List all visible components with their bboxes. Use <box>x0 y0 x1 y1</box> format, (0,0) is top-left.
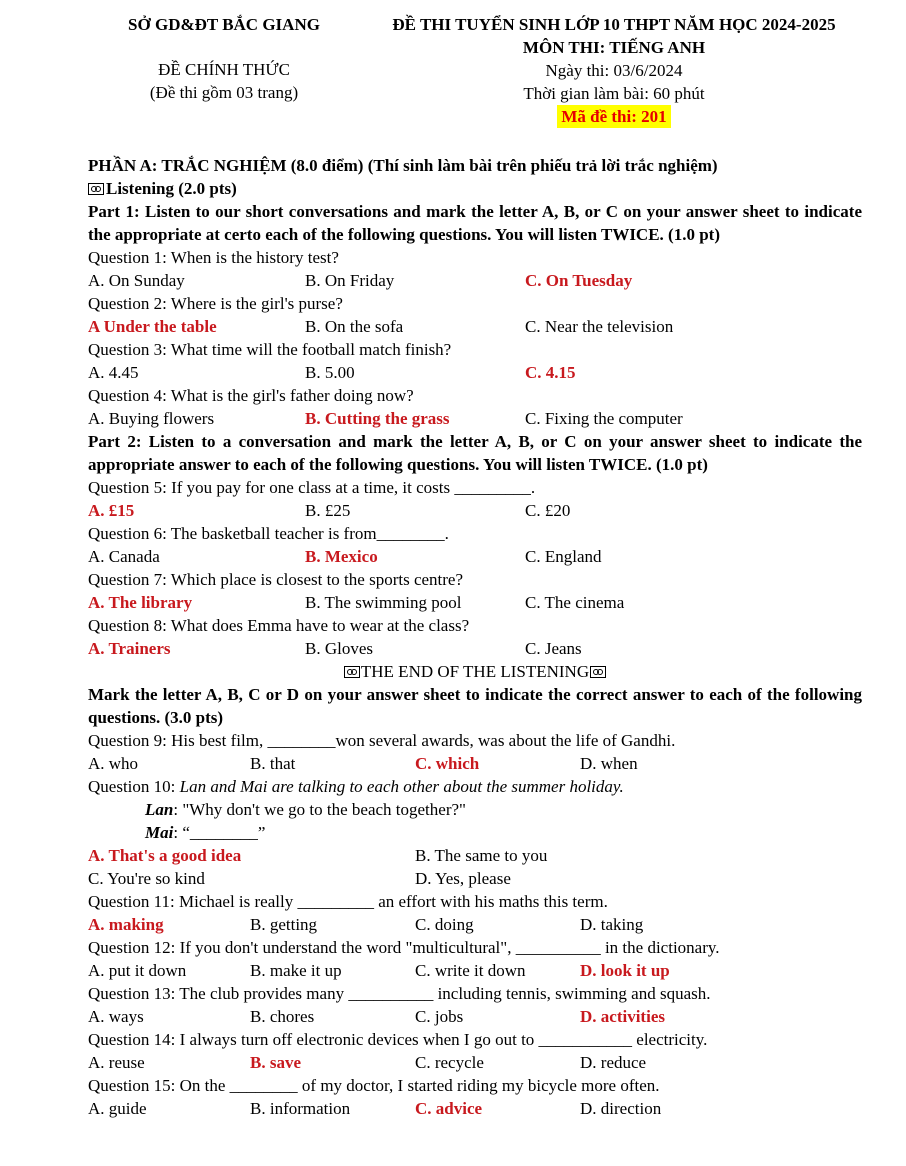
option-text: guide <box>108 1099 147 1118</box>
option-label: C. <box>415 915 431 934</box>
option-text: put it down <box>108 961 187 980</box>
option-label: C. <box>415 1007 431 1026</box>
dialogue-line <box>88 798 862 821</box>
options-row <box>88 867 862 890</box>
option-label: A. <box>88 271 105 290</box>
option-text: reuse <box>108 1053 145 1072</box>
exam-code-line <box>366 105 862 128</box>
prompt-segment: Question 1: When is the history test? <box>88 248 339 267</box>
exam-title: ĐỀ THI TUYỂN SINH LỚP 10 THPT NĂM HỌC 2024-2025 <box>392 15 836 34</box>
answer-option <box>415 867 862 890</box>
prompt-segment: Question 12: If you don't understand the word "multicultural", __________ in the dictionary. <box>88 938 720 957</box>
option-label: D. <box>580 1007 597 1026</box>
option-label: B. <box>250 1007 266 1026</box>
part-instruction: Part 2: Listen to a conversation and mark the letter A, B, or C on your answer sheet to indicate the appropriate answer to each of the following questions. You will listen TWICE. (1.0 pt) <box>88 432 862 474</box>
option-label: D. <box>415 869 432 888</box>
option-label: A. <box>88 1099 105 1118</box>
option-text: Yes, please <box>435 869 511 888</box>
prompt-segment: Question 6: The basketball teacher is from________. <box>88 524 449 543</box>
answer-option <box>250 959 415 982</box>
option-text: Mexico <box>324 547 378 566</box>
answer-option <box>415 844 862 867</box>
option-label: A. <box>88 754 105 773</box>
answer-option-correct <box>88 913 250 936</box>
answer-option <box>580 752 862 775</box>
question-prompt <box>88 982 862 1005</box>
answer-option-correct <box>250 1051 415 1074</box>
option-text: England <box>544 547 602 566</box>
exam-date: Ngày thi: 03/6/2024 <box>545 61 683 80</box>
option-label: A. <box>88 639 105 658</box>
options-row <box>88 407 862 430</box>
prompt-segment: Question 4: What is the girl's father doing now? <box>88 386 414 405</box>
option-text: That's a good idea <box>108 846 242 865</box>
answer-option <box>580 1051 862 1074</box>
option-label: B. <box>305 593 321 612</box>
option-text: £20 <box>544 501 571 520</box>
answer-option <box>415 1005 580 1028</box>
prompt-segment: Question 15: On the ________ of my doctor, I started riding my bicycle more often. <box>88 1076 660 1095</box>
official-exam-label: ĐỀ CHÍNH THỨC <box>158 60 290 79</box>
option-label: B. <box>250 961 266 980</box>
option-label: B. <box>305 317 321 336</box>
answer-option <box>525 591 862 614</box>
answer-option-correct <box>88 844 415 867</box>
question-prompt <box>88 522 862 545</box>
prompt-segment: Question 11: Michael is really _________ an effort with his maths this term. <box>88 892 608 911</box>
answer-option <box>305 591 525 614</box>
option-label: A. <box>88 363 105 382</box>
option-label: D. <box>580 915 597 934</box>
question-5 <box>88 476 862 522</box>
option-text: reduce <box>600 1053 647 1072</box>
option-text: Trainers <box>108 639 171 658</box>
option-text: On Sunday <box>108 271 185 290</box>
option-text: 4.15 <box>545 363 576 382</box>
option-label: C. <box>415 961 431 980</box>
answer-option <box>88 867 415 890</box>
part-instruction: Part 1: Listen to our short conversations and mark the letter A, B, or C on your answer sheet to indicate the appropriate at certo each of the following questions. You will listen TWICE. (1.0 pt) <box>88 202 862 244</box>
option-text: jobs <box>434 1007 464 1026</box>
answer-option-correct <box>88 591 305 614</box>
option-text: when <box>600 754 638 773</box>
answer-option <box>88 752 250 775</box>
option-label: A. <box>88 593 105 612</box>
question-11 <box>88 890 862 936</box>
dialogue-segment: : "Why don't we go to the beach together?" <box>173 800 466 819</box>
dialogue-line <box>88 821 862 844</box>
question-15 <box>88 1074 862 1120</box>
option-text: £15 <box>108 501 135 520</box>
cassette-icon <box>88 183 104 195</box>
answer-option <box>525 545 862 568</box>
answer-option-correct <box>88 499 305 522</box>
prompt-segment: Question 3: What time will the football match finish? <box>88 340 452 359</box>
option-label: B. <box>250 1053 266 1072</box>
option-text: Canada <box>108 547 160 566</box>
option-text: write it down <box>434 961 526 980</box>
answer-option <box>580 1097 862 1120</box>
option-text: activities <box>600 1007 665 1026</box>
option-text: The library <box>108 593 193 612</box>
answer-option <box>305 499 525 522</box>
option-label: D. <box>580 1053 597 1072</box>
option-text: 5.00 <box>324 363 355 382</box>
option-label: B. <box>305 547 321 566</box>
option-text: save <box>269 1053 302 1072</box>
pages-count-note: (Đề thi gồm 03 trang) <box>149 83 299 102</box>
prompt-segment: Question 9: His best film, ________won several awards, was about the life of Gandhi. <box>88 731 676 750</box>
options-row <box>88 1005 862 1028</box>
answer-option <box>88 545 305 568</box>
cassette-icon <box>344 666 360 678</box>
option-text: recycle <box>434 1053 484 1072</box>
question-2 <box>88 292 862 338</box>
answer-option <box>580 913 862 936</box>
answer-option <box>305 315 525 338</box>
option-label: C. <box>525 547 541 566</box>
header-left-block <box>88 13 360 128</box>
question-1 <box>88 246 862 292</box>
option-text: On Tuesday <box>545 271 633 290</box>
prompt-segment: Question 7: Which place is closest to the sports centre? <box>88 570 464 589</box>
option-text: Gloves <box>324 639 374 658</box>
dialogue-segment: Mai <box>145 823 174 842</box>
options-row <box>88 752 862 775</box>
question-prompt <box>88 890 862 913</box>
options-row <box>88 959 862 982</box>
option-text: The cinema <box>544 593 625 612</box>
option-label: C. <box>415 754 432 773</box>
answer-option <box>415 959 580 982</box>
answer-option-correct <box>88 637 305 660</box>
option-label: C. <box>525 501 541 520</box>
answer-option <box>305 361 525 384</box>
answer-option <box>250 1005 415 1028</box>
answer-option <box>305 269 525 292</box>
answer-option <box>415 913 580 936</box>
option-label: D. <box>580 754 597 773</box>
answer-option-correct <box>88 315 305 338</box>
exam-body <box>88 154 862 1120</box>
option-text: The swimming pool <box>324 593 462 612</box>
answer-option <box>88 407 305 430</box>
answer-option <box>88 1005 250 1028</box>
option-text: Fixing the computer <box>544 409 683 428</box>
option-label: A. <box>88 409 105 428</box>
answer-option-correct <box>415 752 580 775</box>
answer-option <box>88 269 305 292</box>
option-label: B. <box>250 915 266 934</box>
option-label: A <box>88 317 100 336</box>
question-prompt <box>88 384 862 407</box>
option-label: C. <box>525 409 541 428</box>
option-text: chores <box>269 1007 315 1026</box>
answer-option-correct <box>525 361 862 384</box>
option-text: Near the television <box>544 317 674 336</box>
question-prompt <box>88 775 862 798</box>
option-label: A. <box>88 846 105 865</box>
prompt-segment: Lan and Mai are talking to each other about the summer holiday. <box>179 777 624 796</box>
option-text: ways <box>108 1007 144 1026</box>
answer-option <box>525 499 862 522</box>
option-label: A. <box>88 501 105 520</box>
exam-code-badge: Mã đề thi: 201 <box>557 105 670 128</box>
prompt-segment: Question 10: <box>88 777 180 796</box>
question-12 <box>88 936 862 982</box>
option-text: make it up <box>269 961 342 980</box>
option-label: D. <box>580 1099 597 1118</box>
question-9 <box>88 729 862 775</box>
dialogue-segment: : “________” <box>173 823 266 842</box>
option-label: A. <box>88 1053 105 1072</box>
answer-option <box>525 315 862 338</box>
option-label: B. <box>250 754 266 773</box>
option-label: A. <box>88 547 105 566</box>
cassette-icon <box>590 666 606 678</box>
option-text: that <box>269 754 296 773</box>
options-row <box>88 361 862 384</box>
options-row <box>88 844 862 867</box>
option-label: D. <box>580 961 597 980</box>
option-label: B. <box>305 501 321 520</box>
subject-line: MÔN THI: TIẾNG ANH <box>522 38 706 57</box>
option-text: 4.45 <box>108 363 139 382</box>
option-label: B. <box>305 409 321 428</box>
option-text: On Friday <box>324 271 395 290</box>
options-row <box>88 315 862 338</box>
options-row <box>88 545 862 568</box>
part-instruction: Mark the letter A, B, C or D on your answer sheet to indicate the correct answer to each of the following questions. (3.0 pts) <box>88 685 862 727</box>
dialogue-segment: Lan <box>145 800 174 819</box>
prompt-segment: Question 2: Where is the girl's purse? <box>88 294 343 313</box>
option-text: £25 <box>324 501 351 520</box>
option-text: Under the table <box>103 317 217 336</box>
answer-option-correct <box>580 959 862 982</box>
question-prompt <box>88 568 862 591</box>
option-text: Jeans <box>544 639 582 658</box>
question-8 <box>88 614 862 660</box>
option-text: On the sofa <box>324 317 404 336</box>
answer-option <box>250 1097 415 1120</box>
option-text: Cutting the grass <box>324 409 450 428</box>
end-of-listening-label: THE END OF THE LISTENING <box>360 662 590 681</box>
option-text: advice <box>435 1099 483 1118</box>
options-row <box>88 637 862 660</box>
answer-option <box>250 752 415 775</box>
question-prompt <box>88 246 862 269</box>
exam-duration: Thời gian làm bài: 60 phút <box>523 84 705 103</box>
option-text: which <box>435 754 480 773</box>
option-label: A. <box>88 961 105 980</box>
answer-option <box>525 407 862 430</box>
option-label: C. <box>88 869 104 888</box>
option-label: B. <box>305 363 321 382</box>
exam-header <box>88 13 862 128</box>
prompt-segment: Question 13: The club provides many __________ including tennis, swimming and squash. <box>88 984 711 1003</box>
answer-option-correct <box>305 545 525 568</box>
question-prompt <box>88 936 862 959</box>
option-label: C. <box>525 271 542 290</box>
answer-option <box>525 637 862 660</box>
option-label: C. <box>525 363 542 382</box>
prompt-segment: Question 8: What does Emma have to wear at the class? <box>88 616 470 635</box>
department-name: SỞ GD&ĐT BẮC GIANG <box>128 15 320 34</box>
option-label: C. <box>525 593 541 612</box>
question-prompt <box>88 729 862 752</box>
options-row <box>88 591 862 614</box>
answer-option-correct <box>525 269 862 292</box>
option-label: C. <box>525 639 541 658</box>
option-text: getting <box>269 915 318 934</box>
option-label: B. <box>305 639 321 658</box>
answer-option <box>250 913 415 936</box>
question-3 <box>88 338 862 384</box>
answer-option-correct <box>415 1097 580 1120</box>
option-label: A. <box>88 1007 105 1026</box>
option-text: look it up <box>600 961 670 980</box>
option-label: A. <box>88 915 105 934</box>
option-text: taking <box>600 915 644 934</box>
listening-label: Listening (2.0 pts) <box>106 179 237 198</box>
answer-option <box>415 1051 580 1074</box>
option-label: C. <box>525 317 541 336</box>
question-prompt <box>88 476 862 499</box>
question-prompt <box>88 292 862 315</box>
option-label: B. <box>305 271 321 290</box>
question-prompt <box>88 1074 862 1097</box>
section-a-title: PHẦN A: TRẮC NGHIỆM (8.0 điểm) (Thí sinh làm bài trên phiếu trả lời trắc nghiệm) <box>88 156 718 175</box>
question-4 <box>88 384 862 430</box>
option-label: B. <box>415 846 431 865</box>
option-text: who <box>108 754 139 773</box>
question-10 <box>88 775 862 890</box>
options-row <box>88 499 862 522</box>
option-text: information <box>269 1099 351 1118</box>
answer-option <box>88 959 250 982</box>
prompt-segment: Question 5: If you pay for one class at a time, it costs _________. <box>88 478 536 497</box>
question-7 <box>88 568 862 614</box>
answer-option <box>305 637 525 660</box>
options-row <box>88 1051 862 1074</box>
option-text: You're so kind <box>107 869 205 888</box>
question-13 <box>88 982 862 1028</box>
answer-option <box>88 1097 250 1120</box>
option-label: B. <box>250 1099 266 1118</box>
option-text: direction <box>600 1099 662 1118</box>
answer-option <box>88 1051 250 1074</box>
question-14 <box>88 1028 862 1074</box>
header-right-block <box>366 13 862 128</box>
prompt-segment: Question 14: I always turn off electronic devices when I go out to ___________ electricity. <box>88 1030 708 1049</box>
listening-heading <box>88 177 862 200</box>
question-prompt <box>88 338 862 361</box>
question-prompt <box>88 614 862 637</box>
question-prompt <box>88 1028 862 1051</box>
options-row <box>88 269 862 292</box>
option-label: C. <box>415 1053 431 1072</box>
options-row <box>88 913 862 936</box>
answer-option <box>88 361 305 384</box>
option-text: Buying flowers <box>108 409 215 428</box>
answer-option-correct <box>580 1005 862 1028</box>
answer-option-correct <box>305 407 525 430</box>
end-of-listening <box>88 660 862 683</box>
option-label: C. <box>415 1099 432 1118</box>
option-text: The same to you <box>434 846 548 865</box>
option-text: making <box>108 915 164 934</box>
option-text: doing <box>434 915 474 934</box>
options-row <box>88 1097 862 1120</box>
question-6 <box>88 522 862 568</box>
